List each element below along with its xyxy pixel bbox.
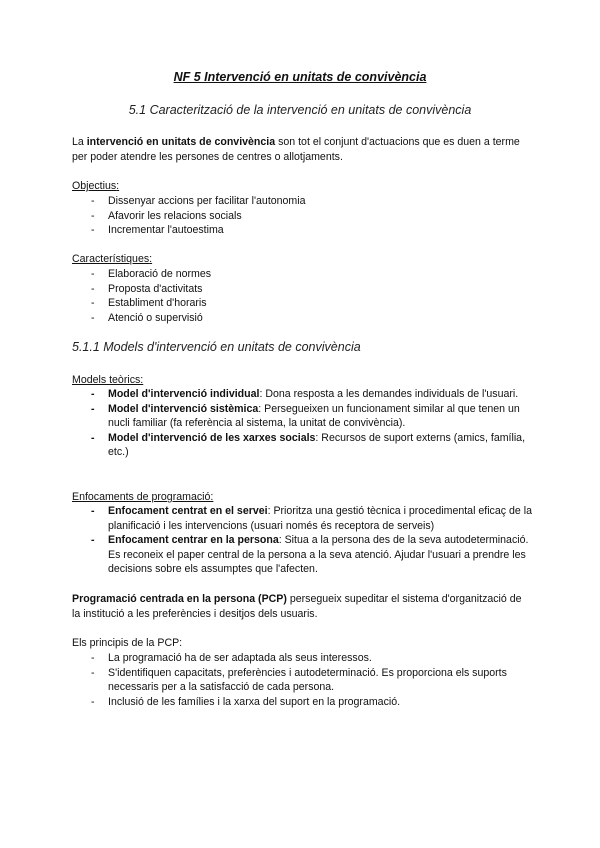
intro-prefix: La xyxy=(72,136,87,148)
dash-bullet: - xyxy=(91,505,95,517)
objectius-label-colon: : xyxy=(116,180,120,192)
section-heading-5-1: 5.1 Caracterització de la intervenció en unitats de convivència xyxy=(128,103,472,117)
enfocaments-list xyxy=(72,504,532,577)
dash-bullet: - xyxy=(91,534,95,547)
enfocaments-label: Enfocaments de programació: xyxy=(72,491,214,503)
dash-bullet: - xyxy=(91,666,95,679)
dash-bullet: - xyxy=(91,297,95,310)
dash-bullet: - xyxy=(91,282,95,295)
list-item-text: : Dona resposta a les demandes individuals de l'usuari. xyxy=(259,388,519,400)
list-item xyxy=(72,296,532,311)
list-item xyxy=(72,194,532,209)
list-item-text: : Situa a la persona des de la seva autodeterminació. Es reconeix el paper central de la persona a la seva atenció. Ajudar l'usuari a prendre les decisions sobre els assumptes que l'afecten. xyxy=(108,534,529,576)
dash-bullet: - xyxy=(91,209,95,222)
list-item xyxy=(72,387,532,402)
dash-bullet: - xyxy=(91,388,95,400)
objectius-label xyxy=(72,179,119,194)
models-label: Models teòrics: xyxy=(72,374,144,386)
principis-list xyxy=(72,651,532,709)
list-item xyxy=(72,695,532,710)
list-item xyxy=(72,267,532,282)
list-item-text: Atenció o supervisió xyxy=(108,311,203,324)
list-item xyxy=(72,651,532,666)
page-title: NF 5 Intervenció en unitats de convivència xyxy=(173,70,427,84)
list-item-text: Establiment d'horaris xyxy=(108,297,207,310)
objectius-label-text: Objectius xyxy=(72,180,117,192)
list-item-term: Model d'intervenció sistèmica xyxy=(108,402,259,415)
list-item-text: : Recursos de suport externs (amics, família, etc.) xyxy=(108,431,526,459)
pcp-paragraph xyxy=(72,592,532,622)
pcp-text: persegueix supeditar el sistema d'organització de la institució a les preferències i desitjos dels usuaris. xyxy=(72,593,522,620)
caracteristiques-label-colon: : xyxy=(149,253,153,265)
dash-bullet: - xyxy=(91,311,95,324)
section-heading-5-1-1: 5.1.1 Models d'intervenció en unitats de convivència xyxy=(72,340,361,354)
principis-label: Els principis de la PCP: xyxy=(72,637,183,649)
list-item xyxy=(72,431,532,460)
models-list xyxy=(72,387,532,460)
intro-term: intervenció en unitats de convivència xyxy=(86,136,276,148)
list-item xyxy=(72,666,532,695)
list-item-term: Model d'intervenció de les xarxes socials xyxy=(108,431,316,444)
list-item-text: Incrementar l'autoestima xyxy=(108,224,224,237)
list-item-term: Model d'intervenció individual xyxy=(108,388,260,400)
list-item xyxy=(72,311,532,326)
list-item-text: S'identifiquen capacitats, preferències i autodeterminació. Es proporciona els suports necessaris per a la satisfacció de cada persona. xyxy=(108,666,507,694)
list-item-term: Enfocament centrar en la persona xyxy=(108,534,279,547)
dash-bullet: - xyxy=(91,695,95,708)
pcp-term: Programació centrada en la persona (PCP) xyxy=(72,593,287,605)
list-item xyxy=(72,504,532,533)
intro-text: son tot el conjunt d'actuacions que es duen a terme per poder atendre les persones de centres o allotjaments. xyxy=(72,136,520,163)
list-item xyxy=(72,209,532,224)
list-item-text: Afavorir les relacions socials xyxy=(108,209,242,222)
intro-paragraph xyxy=(72,135,532,165)
list-item-text: Dissenyar accions per facilitar l'autonomia xyxy=(108,195,306,207)
list-item xyxy=(72,282,532,297)
list-item-term: Enfocament centrat en el servei xyxy=(108,505,268,517)
list-item-text: Proposta d'activitats xyxy=(108,282,203,295)
caracteristiques-list xyxy=(72,267,532,325)
dash-bullet: - xyxy=(91,652,95,664)
list-item-text: : Persegueixen un funcionament similar al que tenen un nucli familiar (fa referència al sistema, la unitat de convivència). xyxy=(108,402,520,430)
list-item xyxy=(72,533,532,577)
dash-bullet: - xyxy=(91,268,95,280)
list-item-text: La programació ha de ser adaptada als seus interessos. xyxy=(108,652,372,664)
list-item-text: Elaboració de normes xyxy=(108,268,212,280)
objectius-list xyxy=(72,194,532,238)
dash-bullet: - xyxy=(91,195,95,207)
list-item xyxy=(72,223,532,238)
dash-bullet: - xyxy=(91,402,95,415)
list-item-text: : Prioritza una gestió tècnica i procedimental eficaç de la planificació i les intervencions (usuari només és receptora de serveis) xyxy=(108,505,532,532)
caracteristiques-label xyxy=(72,252,152,267)
list-item xyxy=(72,402,532,431)
list-item-text: Inclusió de les famílies i la xarxa del suport en la programació. xyxy=(108,695,401,708)
dash-bullet: - xyxy=(91,224,95,237)
dash-bullet: - xyxy=(91,431,95,444)
caracteristiques-label-text: Característiques xyxy=(72,253,150,265)
